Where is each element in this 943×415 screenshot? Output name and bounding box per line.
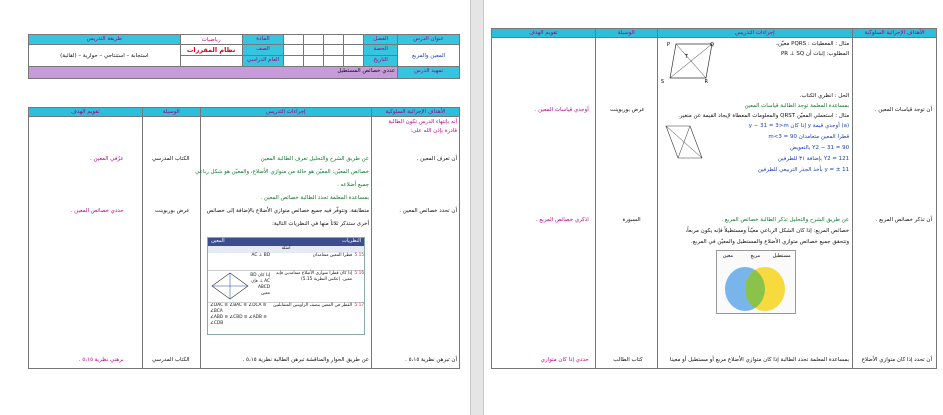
semester-label: الفصل [364, 35, 398, 45]
proc-6: أخرى ستذكر ثلاثاً منها في النظريات التالية: [271, 221, 370, 227]
rhombus-diagram-icon [210, 271, 250, 301]
header-means: الوسيلة [142, 108, 200, 117]
procedures-cell [195, 117, 371, 369]
eval-cell [29, 117, 143, 369]
r-goal-1: أن توجد قياسات المعين . [874, 107, 932, 113]
r-proc-10: y = ± 11 بأخذ الجذر التربيعي للطرفين [757, 167, 850, 173]
left-page [0, 0, 470, 415]
r-goal-3: أن تحدد إذا كان متوازي الأضلاع [861, 357, 932, 363]
r-proc-4: بمساعدة المعلمة توجد الطالبة قياسات المعين [744, 103, 850, 109]
thm-ex-2: إذا كان BD ⊥ AC فإن ABCD معين [250, 273, 271, 296]
thm-text-2: إذا كان قطرا متوازي الأضلاع متعامدين فإنه معين. (عكس النظرية 5.15) [276, 271, 353, 282]
proc-4: بمساعدة المعلمة تحدد الطالبة خصائص المعين . [260, 195, 370, 201]
page-gutter [470, 0, 484, 415]
means-2: عرض بوربوينت [154, 208, 190, 214]
goal-2: أن تحدد خصائص المعين . [399, 208, 457, 214]
thm-ex-3: ∠DAC ≅ ∠BAC ≅ ∠DCA ≅ ∠BCA [210, 303, 267, 314]
r-proc-1: مثال : المعطيات : PQRS معيّن، [776, 41, 850, 47]
svg-text:R: R [704, 79, 708, 85]
class-label: الحصة [364, 45, 398, 56]
r-proc-11: عن طريق الشرح والتحليل تذكر الطالبة خصائص المربع . [721, 217, 850, 223]
pqrs-rhombus-icon [662, 40, 726, 84]
intro-value: عددي خصائص المستطيل [29, 67, 398, 79]
goal-3: أن تبرهن نظرية ٥،١٥ . [405, 357, 457, 363]
header-evaluation: تقويم الهدف [29, 108, 143, 117]
theorem-col-head: أمثلة [208, 246, 364, 253]
thm-ex-1: AC ⊥ BD [208, 253, 272, 271]
means-cell [142, 117, 200, 369]
grade-label: الصف [242, 45, 284, 56]
r-means-cell [595, 38, 657, 369]
lesson-title-label: عنوان الدرس [398, 35, 460, 45]
goal-intro-2: قادرة بإذن الله على: [410, 128, 457, 134]
r-procedures-cell [657, 38, 853, 369]
r-header-means: الوسيلة [595, 29, 657, 38]
year-label: العام الدراسي [242, 56, 284, 67]
r-proc-5: مثال : استعملي المعيّن QRST والمعلومات المعطاة لإيجاد القيمة عن متغير. [678, 113, 850, 119]
r-means-3: كتاب الطالب [613, 357, 643, 363]
r-header-evaluation: تقويم الهدف [492, 29, 596, 38]
header-procedures: إجراءات التدريس [200, 108, 371, 117]
r-eval-2: اذكري خصائص المربع . [535, 217, 589, 223]
thm-text-1: قطرا المعين متعامدان [312, 253, 353, 258]
r-means-2: السبورة [622, 217, 641, 223]
proc-2: خصائص المعيّن: المعيّن هو حالة من متوازي الأضلاع، والمعيّن هو شكل رباعي [195, 169, 370, 175]
proc-3: جميع أضلاعه . [336, 182, 370, 188]
r-goals-cell [853, 38, 937, 369]
svg-text:P: P [666, 42, 670, 48]
r-proc-6: (a) أوجدي قيمة y إذا كان y − 31 = 3>m [748, 123, 850, 129]
svg-text:T: T [684, 54, 688, 60]
thm-ex-3b: ∠ABD ≅ ∠CBD ≅ ∠ADB ≅ ∠CDB [210, 315, 267, 326]
r-header-procedures: إجراءات التدريس [657, 29, 853, 38]
r-eval-1: أوجدي قياسات المعين . [534, 107, 589, 113]
r-proc-2: المطلوب: إثبات أن PR ⊥ SQ [780, 51, 850, 57]
subject-value: رياضيات [180, 35, 242, 45]
means-1: الكتاب المدرسي [151, 156, 190, 162]
right-page [484, 0, 943, 415]
thm-num-3: 5.17 [354, 303, 365, 308]
r-proc-9: Y2 = 121 بإضافة ٣١ للطرفين [777, 156, 850, 162]
theorem-box [207, 237, 365, 335]
subject-label: المادة [242, 35, 284, 45]
thm-num-1: 5.15 [354, 253, 365, 258]
teaching-method-label: طريقة التدريس [29, 35, 181, 45]
header-goals: الأهداف الإجرائية السلوكية [372, 108, 460, 117]
goal-intro: أنه بإنتهاء الدرس تكون الطالبة [388, 119, 457, 125]
teaching-method-value: استجابة – استنتاجي – حوارية – (لقائية) [29, 45, 181, 67]
goal-1: أن تعرف المعين . [416, 156, 457, 162]
goals-cell [372, 117, 460, 369]
thm-text-3: القطر في المعين ينصف الزاويتين المتقابلتين [273, 303, 353, 308]
venn-diagram [716, 250, 796, 314]
r-header-goals: الأهداف الإجرائية السلوكية [853, 29, 937, 38]
svg-text:S: S [660, 79, 664, 85]
r-proc-3: الحل : انظري الكتاب. [799, 93, 850, 99]
system-label: نظام المقررات [180, 45, 242, 56]
proc-5: متطابقة. وتتوفّر فيه جميع خصائص متوازي الأضلاع بالإضافة إلى خصائص [206, 208, 370, 214]
r-proc-7: قطرا المعين متعامدان m<3 = 90 [768, 134, 850, 140]
left-main-table [28, 107, 460, 369]
venn-label-rectangle: مستطيل [772, 253, 791, 259]
eval-2: حددي خصائص المعين . [70, 208, 124, 214]
venn-label-rhombus: معين [722, 253, 734, 259]
qrst-rhombus-icon [660, 122, 706, 162]
proc-7: عن طريق الحوار والمناقشة تبرهن الطالبة نظرية ٥،١٥ . [242, 357, 370, 363]
intro-label: تمهيد الدرس [398, 67, 460, 79]
r-eval-3: حددي إذا كان متوازي [540, 357, 589, 363]
theorem-subtitle: المعين [211, 238, 225, 244]
lesson-title-value: المعين والمربع [398, 45, 460, 67]
r-proc-8: Y2 − 31 = 90 بالتعويض [790, 145, 850, 151]
eval-3: برهني نظرية ٥،١٥ . [78, 357, 124, 363]
means-3: الكتاب المدرسي [151, 357, 190, 363]
right-main-table [491, 28, 937, 369]
r-proc-14: بمساعدة المعلمة تحدد الطالبة إذا كان متوازي الأضلاع مربع أو مستطيل أو معينا [669, 357, 850, 363]
r-means-1: عرض بوربوينت [609, 107, 645, 113]
r-proc-13: وتتحقق جميع خصائص متوازي الأضلاع والمستطيل والمعيّن في المربع. [690, 239, 850, 245]
proc-1: عن طريق الشرح والتحليل تعرف الطالبة المعين [260, 156, 370, 162]
svg-text:Q: Q [709, 42, 714, 48]
r-eval-cell [492, 38, 596, 369]
venn-shapes [715, 251, 795, 315]
date-label: التاريخ [364, 56, 398, 67]
thm-num-2: 5.16 [354, 271, 365, 276]
eval-1: عرّفي المعين . [90, 156, 124, 162]
lesson-info-table [28, 34, 460, 79]
r-proc-12: خصائص المربع: إذا كان الشكل الرباعي معيّناً ومستطيلاً فإنه يكون مربعاً، [685, 228, 850, 234]
theorem-title: النظريات [342, 238, 362, 244]
venn-label-square: مربع [750, 253, 761, 259]
r-goal-2: أن تذكر خصائص المربع . [875, 217, 932, 223]
